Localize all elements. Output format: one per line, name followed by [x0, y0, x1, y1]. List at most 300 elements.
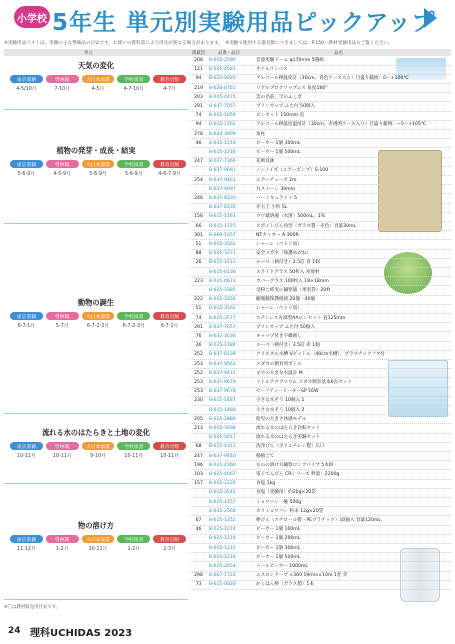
publisher-pill: 教育出版	[153, 75, 186, 83]
code-cell: 8-615-1762	[209, 122, 236, 128]
schedule-date: 11-12月	[17, 547, 36, 552]
schedule-dates	[10, 170, 186, 177]
code-cell: 8-615-1487	[209, 398, 236, 404]
publisher-pill: 教育出版	[153, 160, 186, 168]
publisher-pill: 教育出版	[153, 312, 186, 320]
code-cell: 8-615-1352	[209, 518, 236, 523]
table-row	[190, 342, 451, 351]
page-cell: 253	[194, 361, 203, 367]
name-cell: メダカの飼育用ボトル	[256, 361, 302, 367]
table-row	[190, 241, 451, 250]
name-cell: ピンセット 150mm 直	[256, 113, 305, 119]
table-row	[190, 232, 451, 241]
publisher-pills	[10, 442, 186, 450]
table-row	[190, 581, 451, 590]
code-cell: 8-625-0020	[209, 76, 236, 82]
code-cell: 8-615-2220	[209, 481, 236, 487]
code-cell: 8-615-4475	[209, 94, 236, 100]
page-cell: 205	[194, 416, 203, 422]
name-cell: プリンカップ ふた付 50個入	[256, 104, 316, 109]
code-cell: 8-632-3036	[209, 334, 236, 339]
table-row	[190, 140, 451, 149]
table-row	[190, 489, 451, 498]
page-cell: 103	[194, 472, 203, 477]
page-cell: 219	[194, 85, 203, 91]
schedule-date: 4-5月	[91, 87, 105, 92]
name-cell: ルーペ（柄付き）2.5倍 青 1個	[256, 260, 320, 266]
table-row	[190, 572, 451, 581]
page-cell: 291	[194, 104, 203, 109]
unit-title: 動物の誕生	[78, 298, 114, 307]
name-cell: 雲の名前、空のふしぎ	[256, 94, 302, 100]
table-row	[190, 315, 451, 324]
header-unit: 単元	[84, 51, 93, 56]
code-cell: 8-615-3562	[209, 242, 236, 247]
code-cell: 8-615-1059	[209, 113, 236, 119]
unit-title: 流れる水のはたらきと土地の変化	[42, 428, 150, 437]
code-cell: 8-628-8761	[209, 85, 236, 91]
code-cell: 8-637-9097	[209, 186, 236, 192]
unit-section	[4, 227, 188, 414]
name-cell: トールビーカー 1000mL	[256, 564, 308, 569]
table-row	[190, 259, 451, 268]
publisher-pill: 学校図書	[117, 535, 150, 543]
header-code: 品番・品目	[218, 51, 240, 56]
page-cell: 252	[194, 352, 203, 358]
name-cell: 丸ストーン 30mm	[256, 186, 296, 192]
publisher-pill: 大日本図書	[82, 160, 115, 168]
publisher-pill: 啓林館	[46, 312, 79, 320]
name-cell: ルーペ（柄付き）3.5倍 赤 1個	[256, 343, 320, 349]
table-row	[190, 85, 451, 94]
table-row	[190, 453, 451, 462]
table-row	[190, 351, 451, 360]
publisher-pill: 学校図書	[117, 442, 150, 450]
name-cell: ミョウバン一級 500g	[256, 499, 302, 505]
code-cell: 8-607-1722	[209, 573, 236, 579]
name-cell: 角柱	[256, 131, 266, 137]
code-cell: 8-615-4067	[209, 472, 236, 477]
page-cell: 74	[195, 315, 202, 321]
page-cell: 74	[195, 113, 202, 119]
schedule-date: 5-6-9月	[17, 172, 36, 177]
table-row	[190, 425, 451, 434]
name-cell: ステンレス先端型AAピンセット 直125mm	[256, 315, 346, 321]
name-cell: ウワ薬溶液（水溶）500mL、1%	[256, 214, 326, 220]
code-cell: 8-615-1215	[209, 545, 236, 551]
code-cell: 8-637-9563	[209, 361, 236, 367]
name-cell: 棒びん（スチロール製・PEプラチック）10個入 容量120mL	[256, 518, 381, 523]
page-cell: 26	[195, 260, 202, 266]
name-cell: NTカッター A-300R	[256, 232, 299, 238]
name-cell: 電子てんびん CRシリーズ 秤量：2200g	[256, 472, 340, 477]
name-cell: 食塩 1kg	[256, 481, 276, 487]
table-row	[190, 480, 451, 489]
page-number: 24	[8, 626, 21, 636]
table-row	[190, 397, 451, 406]
table-row	[190, 269, 451, 278]
table-row	[190, 545, 451, 554]
page-cell: 196	[194, 462, 203, 468]
schedule-dates	[10, 545, 186, 552]
page-cell: 26	[195, 343, 202, 349]
name-cell: 食塩（実験用）約20g×20袋	[256, 490, 316, 496]
table-row	[190, 443, 451, 452]
code-cell: 8-637-7057	[209, 324, 236, 330]
name-cell: ビーカー 1個 200mL	[256, 536, 301, 542]
name-cell: 受粉と結実の観察器（果実袋）20枚	[256, 288, 331, 293]
publisher-pill: 教育出版	[153, 535, 186, 543]
code-cell: 8-637-7057	[209, 104, 236, 109]
schedule-date: 4-7月	[163, 87, 176, 92]
footer	[0, 618, 455, 644]
schedule-date: 7-10月	[54, 87, 71, 92]
page-cell: 291	[194, 324, 203, 330]
table-row	[190, 508, 451, 517]
code-cell: 8-615-1210	[209, 140, 236, 146]
publisher-pills	[10, 160, 186, 168]
name-cell: 流れる水のはたらき実験セット	[256, 435, 321, 441]
code-cell: 8-637-7366	[209, 159, 236, 165]
schedule-date: 2-3月	[163, 547, 176, 552]
schedule-date: 6-7-1月	[160, 324, 179, 329]
name-cell: かくはん棒（ガラス製）1本	[256, 582, 314, 588]
table-row	[190, 149, 451, 158]
table-row	[190, 370, 451, 379]
table-row	[190, 131, 451, 140]
unit-section	[4, 487, 188, 600]
schedule-date: 1-2月	[55, 547, 69, 552]
table-row	[190, 121, 451, 130]
code-cell: 8-615-1725	[209, 223, 236, 229]
unit-title: 植物の発芽・成長・結実	[56, 146, 136, 155]
page-cell: 253	[194, 389, 203, 395]
table-row	[190, 94, 451, 103]
page-cell: 230	[194, 398, 203, 404]
code-cell: 8-615-1488	[209, 407, 236, 413]
table-row	[190, 388, 451, 397]
name-cell: 文字の大きな水温計 M	[256, 370, 303, 376]
code-cell: 8-615-1216	[209, 554, 236, 560]
code-cell: 8-609-1057	[209, 232, 236, 238]
table-row	[190, 462, 451, 471]
header-page: 掲載頁	[192, 51, 206, 56]
table-row	[190, 526, 451, 535]
code-cell: 8-615-4160	[209, 462, 236, 468]
table-row	[190, 223, 451, 232]
publisher-pill: 東京書籍	[10, 75, 43, 83]
schedule-dates	[10, 85, 186, 92]
table-header	[4, 49, 451, 56]
publisher-pill: 学校図書	[117, 312, 150, 320]
table-row	[190, 195, 451, 204]
code-cell: 8-637-9440	[209, 453, 236, 459]
publisher-pill: 大日本図書	[82, 535, 115, 543]
table-row	[190, 66, 451, 75]
name-cell: クリスタル水槽 Vビットル（40cm水槽）、プラスチックフタ付	[256, 352, 386, 358]
code-cell: 8-615-2590	[209, 58, 236, 63]
code-cell: 8-615-3271	[209, 251, 236, 257]
code-cell: 8-615-1512	[209, 260, 236, 266]
name-cell: オイルコンパス	[256, 67, 288, 73]
schedule-date: 4-7-10月	[123, 87, 145, 92]
name-cell: カバーグラス 100枚入 18×18mm	[256, 278, 329, 284]
name-cell: カリミョウバン 粉末 12g×20袋	[256, 508, 324, 514]
name-cell: シャーレ（ペトリ皿）	[256, 242, 302, 247]
table-row	[190, 186, 451, 195]
table-row	[190, 361, 451, 370]
page-cell: 67	[195, 518, 202, 523]
code-cell: 8-637-9678	[209, 389, 236, 395]
page-cell: 73	[195, 582, 202, 588]
page-cell: 301	[194, 232, 203, 238]
code-cell: 8-615-1163	[209, 214, 236, 220]
schedule-date: 10-11月	[124, 454, 144, 459]
publisher-pill: 東京書籍	[10, 312, 43, 320]
schedule-date: 10-11月	[52, 454, 72, 459]
code-cell: 8-615-3017	[209, 435, 236, 441]
publisher-pill: 東京書籍	[10, 160, 43, 168]
code-cell: 8-615-1216	[209, 150, 236, 155]
table-row	[190, 177, 451, 186]
code-cell: 8-615-1157	[209, 499, 236, 505]
schedule-date: 6-7-1月	[17, 324, 36, 329]
page-cell: 51	[195, 242, 202, 247]
code-cell: 8-637-9091	[209, 168, 236, 174]
table-row	[190, 204, 451, 213]
unit-section	[4, 57, 188, 110]
code-cell: 8-637-9679	[209, 380, 236, 385]
table-row	[190, 535, 451, 544]
table-row	[190, 379, 451, 388]
schedule-date: 10-11月	[160, 454, 179, 459]
page-title: 5年生 単元別実験用品ピックアップ	[52, 10, 436, 36]
name-cell: キャップ付き不織液し	[256, 334, 302, 339]
arrow-icon	[424, 8, 437, 28]
page-cell: 298	[194, 573, 203, 579]
page-cell: 157	[194, 481, 203, 487]
code-cell: 8-615-1214	[209, 527, 236, 533]
code-cell: 8-615-1184	[209, 343, 236, 349]
unit-title: 物の溶け方	[78, 521, 114, 530]
page-cell: 88	[195, 251, 202, 257]
schedule-date: 4-5/10月	[16, 87, 37, 92]
name-cell: 小さな水そう 10個入 2	[256, 407, 305, 413]
publisher-pill: 大日本図書	[82, 75, 115, 83]
schedule-date: 5-6-9月	[125, 172, 143, 177]
code-cell: 8-615-0613	[209, 278, 236, 284]
name-cell: 流れる水のはたらき比較セット	[256, 426, 321, 431]
table-row	[190, 296, 451, 305]
table-row	[190, 434, 451, 443]
publisher-pill: 啓林館	[46, 442, 79, 450]
code-cell: 8-615-0020	[209, 582, 236, 588]
table-row	[190, 416, 451, 425]
code-cell: 8-637-8330	[209, 196, 236, 201]
code-cell: 8-615-3385	[209, 288, 236, 293]
publisher-pill: 東京書籍	[10, 535, 43, 543]
brand-logo: 理科UCHIDAS 2023	[30, 628, 133, 639]
publisher-pill: 東京書籍	[10, 442, 43, 450]
code-cell: 8-615-3562	[209, 306, 236, 312]
schedule-date: 10-11月	[88, 547, 108, 552]
table-row	[190, 407, 451, 416]
schedule-dates	[10, 322, 186, 329]
notes-text: ※実験用品リストは、実験の主な準備品の目安です。お使いの教科書により用具が異なる場合があります。 ※実験で使用する器具類につきましては、P.150〜教材実験用品もご覧ください。	[4, 41, 393, 46]
table-row	[190, 499, 451, 508]
table-row	[190, 554, 451, 563]
publisher-pill: 啓林館	[46, 535, 79, 543]
page-cell: 223	[194, 278, 203, 284]
name-cell: ビーカー 1個 300mL	[256, 545, 301, 551]
page-cell: 46	[195, 527, 202, 533]
publisher-pill: 学校図書	[117, 160, 150, 168]
name-cell: アルコール棒温度計（30cm、青色ケース入り）目盛り範囲：0〜+100℃	[256, 76, 409, 82]
schedule-date: 10-11月	[17, 454, 36, 459]
unit-section	[4, 113, 188, 224]
table-row	[190, 250, 451, 259]
title-bar	[0, 0, 455, 38]
page-cell: 208	[194, 58, 203, 63]
header-name: 品名	[334, 51, 343, 56]
name-cell: ビーカー 1個 100mL	[256, 527, 301, 533]
schedule-date: 4-6-7-9月	[158, 172, 181, 177]
publisher-pill: 啓林館	[46, 75, 79, 83]
name-cell: ビーカー 1個 300mL	[256, 140, 301, 146]
name-cell: 花崎育鉢	[256, 159, 275, 165]
table-row	[190, 305, 451, 314]
page-cell: 156	[194, 214, 203, 220]
page-cell: 68	[195, 444, 202, 450]
name-cell: バーミキュライト 5	[256, 196, 297, 201]
code-cell: 8-615-2886	[209, 416, 236, 422]
schedule-date: 9-10月	[90, 454, 106, 459]
table-row	[190, 287, 451, 296]
publisher-pill: 大日本図書	[82, 312, 115, 320]
code-cell: 8-615-3698	[209, 426, 236, 431]
name-cell: 洗浄びん（ポリエチレン製）広口	[256, 444, 325, 450]
name-cell: 雲量実験ドーム φ170mm 5個組	[256, 58, 324, 63]
page-cell: 254	[194, 177, 203, 183]
page-cell: 246	[194, 196, 203, 201]
page-cell: 278	[194, 131, 203, 137]
page-cell: 76	[195, 334, 202, 339]
page-cell: 66	[195, 223, 202, 229]
publisher-pills	[10, 535, 186, 543]
code-cell: 8-615-3542	[209, 490, 236, 496]
table-row	[190, 563, 451, 572]
schedule-dates	[10, 452, 186, 459]
code-cell: 8-637-8335	[209, 205, 236, 211]
schedule-date: 1-2月	[127, 547, 141, 552]
publisher-pill: 大日本図書	[82, 442, 115, 450]
page-cell: 121	[194, 67, 203, 73]
code-cell: 8-615-1214	[209, 536, 236, 542]
code-cell: 8-615-4581	[209, 67, 236, 73]
table-row	[190, 57, 451, 66]
name-cell: アルコール棒温度温度計（30cm、赤透明ケース入り）目盛り範囲：−5〜+105℃	[256, 122, 427, 128]
grade-badge: 小学校	[14, 6, 50, 28]
table-row	[190, 333, 451, 342]
name-cell: ビーカー 1個 500mL	[256, 554, 301, 560]
page-cell: 94	[195, 122, 202, 128]
name-cell: 小さな水そう 10個入 1	[256, 398, 305, 404]
name-cell: シャーレ（ペトリ皿）	[256, 306, 302, 312]
publisher-pill: 啓林館	[46, 160, 79, 168]
name-cell: スポイトびん角型（ガラス製・赤色）容量30mL	[256, 223, 357, 229]
schedule-date: 4-5-9月	[53, 172, 71, 177]
name-cell: スライドグラス 50枚入 青放射	[256, 269, 320, 275]
table-row	[190, 158, 451, 167]
code-cell: 8-615-4311	[209, 444, 236, 450]
code-cell: 8-620-3009	[209, 131, 236, 137]
name-cell: プリンカップ ふた付 50個入	[256, 324, 316, 330]
publisher-pills	[10, 312, 186, 320]
name-cell: エアーチューブ 2m	[256, 177, 297, 183]
schedule-date: 6-7-2-3月	[86, 324, 110, 329]
publisher-pills	[10, 75, 186, 83]
page-cell: 213	[194, 426, 203, 431]
page-cell: 253	[194, 380, 203, 385]
code-cell: 8-637-9412	[209, 370, 236, 376]
schedule-date: 5-7月	[55, 324, 69, 329]
page-cell: 247	[194, 453, 203, 459]
name-cell: 顕微鏡保護接続 20個・40個	[256, 297, 316, 303]
page-cell: 252	[194, 370, 203, 376]
page-cell: 247	[194, 159, 203, 165]
name-cell: リトルアクアリウム メダカ飼育基本6点セット	[256, 380, 352, 385]
name-cell: リアルプロクリップレス 角度180°	[256, 85, 328, 91]
name-cell: 移植ごて	[256, 453, 275, 459]
page-cell: 203	[194, 94, 203, 100]
page-cell: 222	[194, 297, 203, 303]
name-cell: 赤玉土 小粒 5L	[256, 205, 288, 211]
table-row	[190, 213, 451, 222]
publisher-pill: 学校図書	[117, 75, 150, 83]
page-cell: 51	[195, 306, 202, 312]
code-cell: 8-615-0138	[209, 269, 236, 275]
page-cell: 94	[195, 76, 202, 82]
code-cell: 8-615-2568	[209, 508, 236, 514]
table-row	[190, 324, 451, 333]
name-cell: ノンノイズ（エアーポンプ）S-100	[256, 168, 329, 174]
name-cell: 胎児の大きさ体感モデル	[256, 416, 307, 422]
name-cell: 安全メガネ（保護めがね）	[256, 251, 312, 257]
unit-section	[4, 417, 188, 484]
page-cell: 46	[195, 140, 202, 146]
code-cell: 8-615-3356	[209, 297, 236, 303]
table-row	[190, 75, 451, 84]
schedule-date: 6-7-2-3月	[122, 324, 145, 329]
code-cell: 8-637-9461	[209, 177, 236, 183]
code-cell: 8-615-3577	[209, 315, 236, 321]
table-row	[190, 471, 451, 480]
table-row	[190, 517, 451, 526]
name-cell: セーフティーヒーターSP 16W	[256, 389, 319, 395]
schedule-date: 5-6-9月	[89, 172, 107, 177]
code-cell: 8-637-8139	[209, 352, 236, 358]
table-row	[190, 278, 451, 287]
code-cell: 8-615-2654	[209, 564, 236, 569]
name-cell: ものの溶け方観察ロングパイプ 5本組	[256, 462, 334, 468]
footnote: ※〇は教材販売用目安です。	[4, 605, 61, 610]
table-row	[190, 112, 451, 121]
name-cell: エスロンテープ ×360 19mm×10m 1巻 赤	[256, 573, 348, 579]
name-cell: ビーカー 1個 500mL	[256, 150, 301, 155]
unit-title: 天気の変化	[78, 61, 114, 70]
table-row	[190, 167, 451, 176]
table-row	[190, 103, 451, 112]
